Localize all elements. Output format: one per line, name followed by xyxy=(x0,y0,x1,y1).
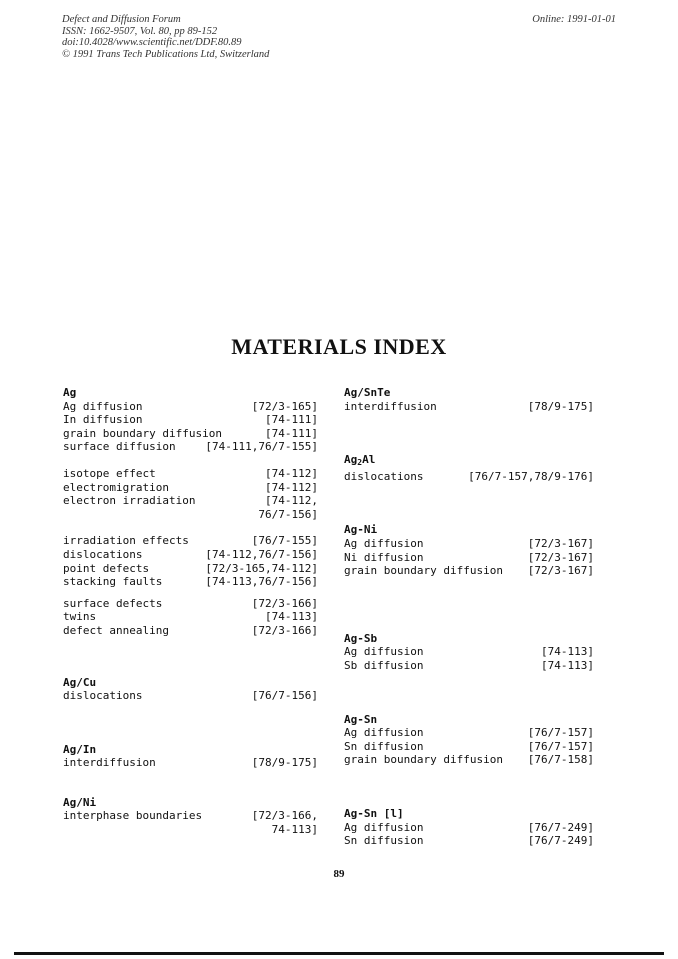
page-number: 89 xyxy=(333,868,345,880)
entry-reference: [76/7-157,78/9-176] xyxy=(468,469,594,483)
section-heading: Ag-Sb xyxy=(344,631,378,645)
entry-term: irradiation effects xyxy=(63,534,189,548)
entry-reference: [72/3-167] xyxy=(527,536,594,550)
index-entry xyxy=(63,440,318,454)
index-entry xyxy=(63,427,318,441)
entry-reference: [74-111] xyxy=(265,413,318,427)
left-column xyxy=(63,386,318,837)
entry-term: interdiffusion xyxy=(63,756,156,770)
entry-list xyxy=(344,470,594,484)
section-heading: Ag/SnTe xyxy=(344,386,391,399)
entry-reference: [74-111] xyxy=(265,426,318,440)
entry-reference: [74-112, xyxy=(265,494,318,508)
index-entry xyxy=(63,508,318,522)
entry-reference: [76/7-157] xyxy=(527,726,594,740)
index-entry xyxy=(63,413,318,427)
section-heading: Ag-Sn [l] xyxy=(344,806,404,820)
section-ag-snte xyxy=(344,386,594,413)
entry-reference: [74-112] xyxy=(265,480,318,494)
index-entry xyxy=(63,809,318,823)
section-heading: Ag/Ni xyxy=(63,795,97,809)
section-ag-sn-l xyxy=(344,807,594,848)
entry-list xyxy=(344,537,594,578)
entry-reference: [74-112] xyxy=(265,466,318,480)
right-column xyxy=(344,386,594,848)
entry-reference: [76/7-249] xyxy=(527,820,594,834)
entry-list xyxy=(63,467,318,521)
entry-term: Ni diffusion xyxy=(344,550,424,564)
index-entry xyxy=(63,689,318,703)
entry-term: twins xyxy=(63,610,97,624)
index-entry xyxy=(344,834,594,848)
entry-reference: [72/3-167] xyxy=(527,550,594,564)
journal-copyright: © 1991 Trans Tech Publications Ltd, Switzerland xyxy=(62,48,270,60)
entry-reference: [72/3-165] xyxy=(251,399,318,413)
entry-term: In diffusion xyxy=(63,413,143,427)
index-entry xyxy=(344,400,594,414)
section-heading: $Ag_2Al$ xyxy=(344,453,376,468)
section-ag xyxy=(63,386,318,638)
index-entry xyxy=(63,597,318,611)
section-ag2al xyxy=(344,453,594,483)
entry-term: grain boundary diffusion xyxy=(63,426,222,440)
index-entry xyxy=(344,537,594,551)
entry-term: stacking faults xyxy=(63,575,163,589)
index-entry xyxy=(344,659,594,673)
section-ag-in xyxy=(63,743,318,770)
entry-reference: [76/7-158] xyxy=(527,753,594,767)
section-heading: Ag/In xyxy=(63,742,97,756)
journal-name: Defect and Diffusion Forum xyxy=(62,14,181,25)
entry-reference: [78/9-175] xyxy=(251,756,318,770)
entry-reference: 74-113] xyxy=(271,823,318,837)
entry-reference: [76/7-155] xyxy=(251,534,318,548)
entry-reference: [74-113] xyxy=(265,610,318,624)
journal-doi: doi:10.4028/www.scientific.net/DDF.80.89 xyxy=(62,37,242,48)
entry-term: dislocations xyxy=(63,689,143,703)
journal-issn: ISSN: 1662-9507, Vol. 80, pp 89-152 xyxy=(62,25,218,37)
entry-reference: [74-113] xyxy=(541,645,594,659)
journal-header xyxy=(62,14,269,60)
index-entry xyxy=(63,756,318,770)
entry-reference: [72/3-166, xyxy=(251,809,318,823)
entry-term: interdiffusion xyxy=(344,399,437,413)
index-entry xyxy=(63,481,318,495)
index-entry xyxy=(344,821,594,835)
entry-term: point defects xyxy=(63,561,150,575)
entry-term: surface defects xyxy=(63,596,163,610)
entry-term: surface diffusion xyxy=(63,440,176,454)
index-entry xyxy=(63,534,318,548)
index-entry xyxy=(63,400,318,414)
entry-term: dislocations xyxy=(344,469,424,483)
entry-term: electron irradiation xyxy=(63,494,196,508)
entry-term: Sn diffusion xyxy=(344,739,424,753)
index-entry xyxy=(344,564,594,578)
entry-reference: [72/3-167] xyxy=(527,564,594,578)
index-entry xyxy=(63,823,318,837)
entry-reference: 76/7-156] xyxy=(258,507,318,521)
entry-term: isotope effect xyxy=(63,466,156,480)
entry-term: Ag diffusion xyxy=(344,820,424,834)
entry-term: grain boundary diffusion xyxy=(344,564,503,578)
entry-list xyxy=(63,534,318,588)
entry-term: Ag diffusion xyxy=(344,536,424,550)
index-entry xyxy=(344,726,594,740)
index-entry xyxy=(344,740,594,754)
entry-term: defect annealing xyxy=(63,623,169,637)
entry-reference: [72/3-165,74-112] xyxy=(205,561,318,575)
entry-term: Ag diffusion xyxy=(344,726,424,740)
entry-term: dislocations xyxy=(63,547,143,561)
section-ag-sb xyxy=(344,632,594,673)
section-ag-ni xyxy=(63,796,318,837)
entry-list xyxy=(344,726,594,767)
entry-reference: [74-113,76/7-156] xyxy=(205,575,318,589)
entry-list xyxy=(63,400,318,454)
entry-term: electromigration xyxy=(63,480,169,494)
online-date: Online: 1991-01-01 xyxy=(532,14,616,25)
index-entry xyxy=(63,624,318,638)
section-heading: Ag-Sn xyxy=(344,712,378,726)
entry-reference: [74-111,76/7-155] xyxy=(205,440,318,454)
entry-term: interphase boundaries xyxy=(63,809,203,823)
entry-list xyxy=(344,821,594,848)
section-heading: Ag xyxy=(63,386,77,399)
index-entry xyxy=(344,645,594,659)
entry-list xyxy=(63,756,318,770)
section-heading: Ag-Ni xyxy=(344,523,378,537)
index-entry xyxy=(344,753,594,767)
entry-term: Sn diffusion xyxy=(344,834,424,848)
entry-term: grain boundary diffusion xyxy=(344,753,503,767)
index-entry xyxy=(63,562,318,576)
index-entry xyxy=(63,548,318,562)
entry-list xyxy=(63,597,318,638)
entry-term: Sb diffusion xyxy=(344,658,424,672)
index-entry xyxy=(63,610,318,624)
index-entry xyxy=(63,575,318,589)
entry-reference: [76/7-249] xyxy=(527,834,594,848)
index-entry xyxy=(344,470,594,484)
entry-list xyxy=(344,645,594,672)
page-title: MATERIALS INDEX xyxy=(231,334,447,359)
section-heading: Ag/Cu xyxy=(63,675,97,689)
entry-reference: [76/7-156] xyxy=(251,689,318,703)
entry-reference: [72/3-166] xyxy=(251,623,318,637)
entry-reference: [78/9-175] xyxy=(527,399,594,413)
entry-term: Ag diffusion xyxy=(344,645,424,659)
section-ag-cu xyxy=(63,676,318,703)
entry-reference: [74-113] xyxy=(541,658,594,672)
index-entry xyxy=(63,494,318,508)
entry-reference: [76/7-157] xyxy=(527,739,594,753)
entry-reference: [74-112,76/7-156] xyxy=(205,547,318,561)
entry-list xyxy=(63,689,318,703)
entry-term: Ag diffusion xyxy=(63,399,143,413)
entry-list xyxy=(63,809,318,836)
index-entry xyxy=(63,467,318,481)
index-entry xyxy=(344,551,594,565)
section-ag-sn xyxy=(344,713,594,767)
entry-list xyxy=(344,400,594,414)
footer-rule xyxy=(14,952,664,955)
section-ag-ni xyxy=(344,523,594,577)
entry-reference: [72/3-166] xyxy=(251,596,318,610)
